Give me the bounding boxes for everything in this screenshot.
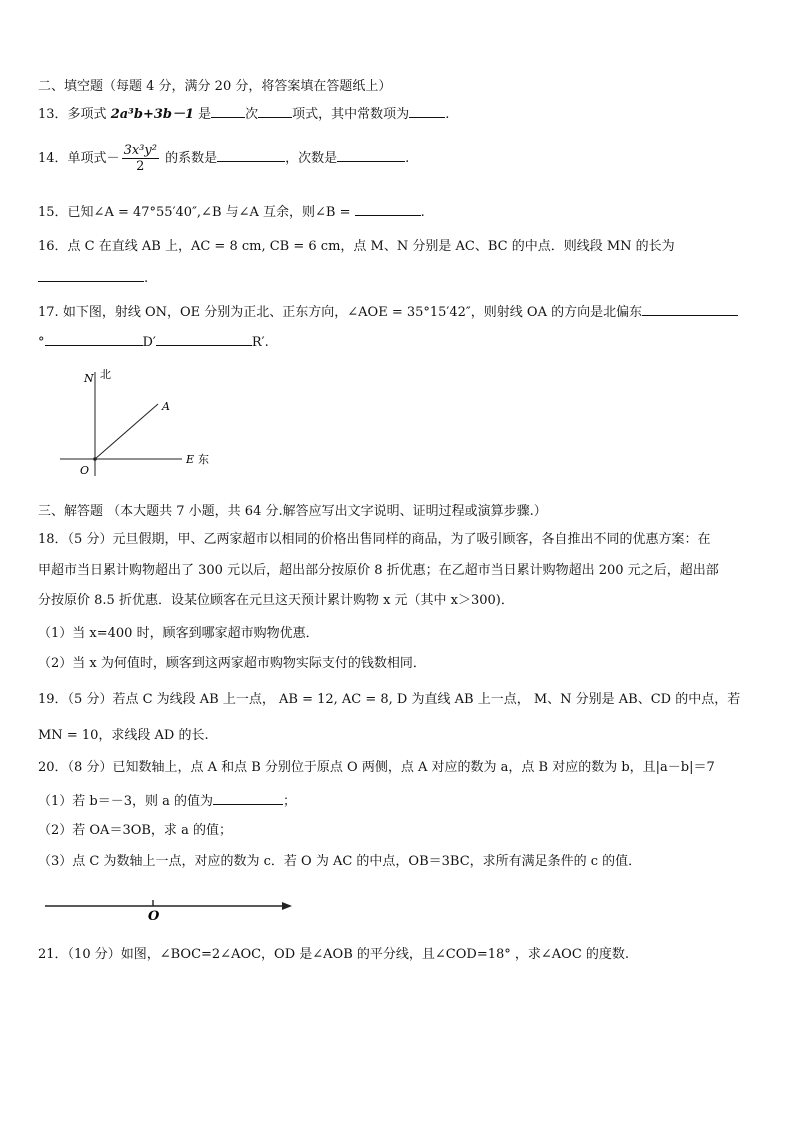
question-13: 13．多项式 2a³b+3b－1 是 次 项式，其中常数项为 . [38, 104, 449, 124]
answer-blank[interactable] [355, 202, 421, 216]
question-19: 19．（5 分）若点 C 为线段 AB 上一点， AB = 12, AC = 8, D 为直线 AB 上一点， M、N 分别是 AB、CD 的中点，若 [38, 692, 741, 707]
axis-arrow-icon [282, 902, 292, 910]
answer-blank[interactable] [156, 332, 252, 346]
origin-label: O [148, 909, 160, 924]
number-line [40, 896, 300, 924]
question-20: 20．（8 分）已知数轴上，点 A 和点 B 分别位于原点 O 两侧，点 A 对应的数为 a，点 B 对应的数为 b，且|a－b|＝7 [38, 760, 715, 775]
question-number: 14． [38, 151, 68, 166]
question-18-line-3: 分按原价 8.5 折优惠．设某位顾客在元旦这天预计累计购物 x 元（其中 x＞300)． [38, 593, 514, 608]
answer-blank[interactable] [409, 104, 445, 118]
question-18: 18．（5 分）元旦假期，甲、乙两家超市以相同的价格出售同样的商品，为了吸引顾客，各自推出不同的优惠方案：在 [38, 532, 711, 547]
origin-point [93, 457, 97, 461]
answer-blank[interactable] [642, 302, 738, 316]
answer-blank[interactable] [211, 104, 245, 118]
question-number: 16． [38, 239, 68, 254]
answer-blank[interactable] [217, 148, 285, 162]
answer-blank[interactable] [337, 148, 405, 162]
question-16-answer-line: . [38, 268, 148, 288]
question-17-answer-line: ° D′ R′. [38, 332, 269, 352]
question-number: 15． [38, 205, 68, 220]
answer-blank[interactable] [258, 104, 292, 118]
question-19-line-2: MN = 10，求线段 AD 的长. [38, 728, 209, 743]
question-number: 19． [38, 692, 68, 707]
question-20-sub-3: （3）点 C 为数轴上一点，对应的数为 c．若 O 为 AC 的中点，OB＝3BC，求所有满足条件的 c 的值． [38, 854, 642, 869]
answer-blank[interactable] [45, 332, 143, 346]
monomial-fraction: $\frac{\text{3x³y²}}{2}$ [123, 143, 157, 174]
question-number: 21． [38, 947, 68, 962]
ray-oa [95, 404, 158, 459]
answer-blank[interactable] [38, 268, 144, 282]
question-number: 18． [38, 532, 68, 547]
question-20-sub-1: （1）若 b＝－3，则 a 的值为 ； [38, 791, 296, 811]
question-17: 17. 如下图，射线 ON，OE 分别为正北、正东方向，∠AOE = 35°15′42″，则射线 OA 的方向是北偏东 [38, 302, 738, 322]
question-number: 13． [38, 107, 68, 122]
question-15: 15．已知∠A = 47°55′40″,∠B 与∠A 互余，则∠B = . [38, 202, 425, 222]
label-o: O [80, 464, 90, 477]
question-20-sub-2: （2）若 OA＝3OB，求 a 的值； [38, 823, 232, 838]
label-bei: 北 [100, 368, 111, 381]
question-16: 16．点 C 在直线 AB 上，AC = 8 cm, CB = 6 cm，点 M、N 分别是 AC、BC 的中点．则线段 MN 的长为 [38, 239, 675, 254]
question-18-sub-2: （2）当 x 为何值时，顾客到这两家超市购物实际支付的钱数相同． [38, 656, 426, 671]
question-18-sub-1: （1）当 x=400 时，顾客到哪家超市购物优惠． [38, 626, 319, 641]
section-heading-solve: 三、解答题 （本大题共 7 小题，共 64 分.解答应写出文字说明、证明过程或演算步骤.） [38, 504, 547, 519]
label-dong: 东 [198, 453, 209, 466]
question-21: 21．（10 分）如图，∠BOC=2∠AOC，OD 是∠AOB 的平分线，且∠COD=18° ，求∠AOC 的度数. [38, 947, 630, 962]
question-18-line-2: 甲超市当日累计购物超出了 300 元以后，超出部分按原价 8 折优惠；在乙超市当日累计购物超出 200 元之后，超出部 [38, 563, 719, 578]
section-heading-fill-in: 二、填空题（每题 4 分，满分 20 分，将答案填在答题纸上） [38, 79, 392, 94]
direction-figure [50, 366, 220, 486]
label-a: A [162, 400, 170, 413]
answer-blank[interactable] [213, 791, 283, 805]
question-14: 14．单项式－ $\frac{\text{3x³y²}}{2}$ 的系数是 ，次数是 . [38, 143, 410, 174]
question-number: 17. [38, 305, 63, 320]
label-n: N [84, 372, 94, 385]
label-e: E [186, 453, 195, 466]
question-number: 20． [38, 760, 68, 775]
polynomial-expr: 2a³b+3b－1 [110, 107, 195, 122]
